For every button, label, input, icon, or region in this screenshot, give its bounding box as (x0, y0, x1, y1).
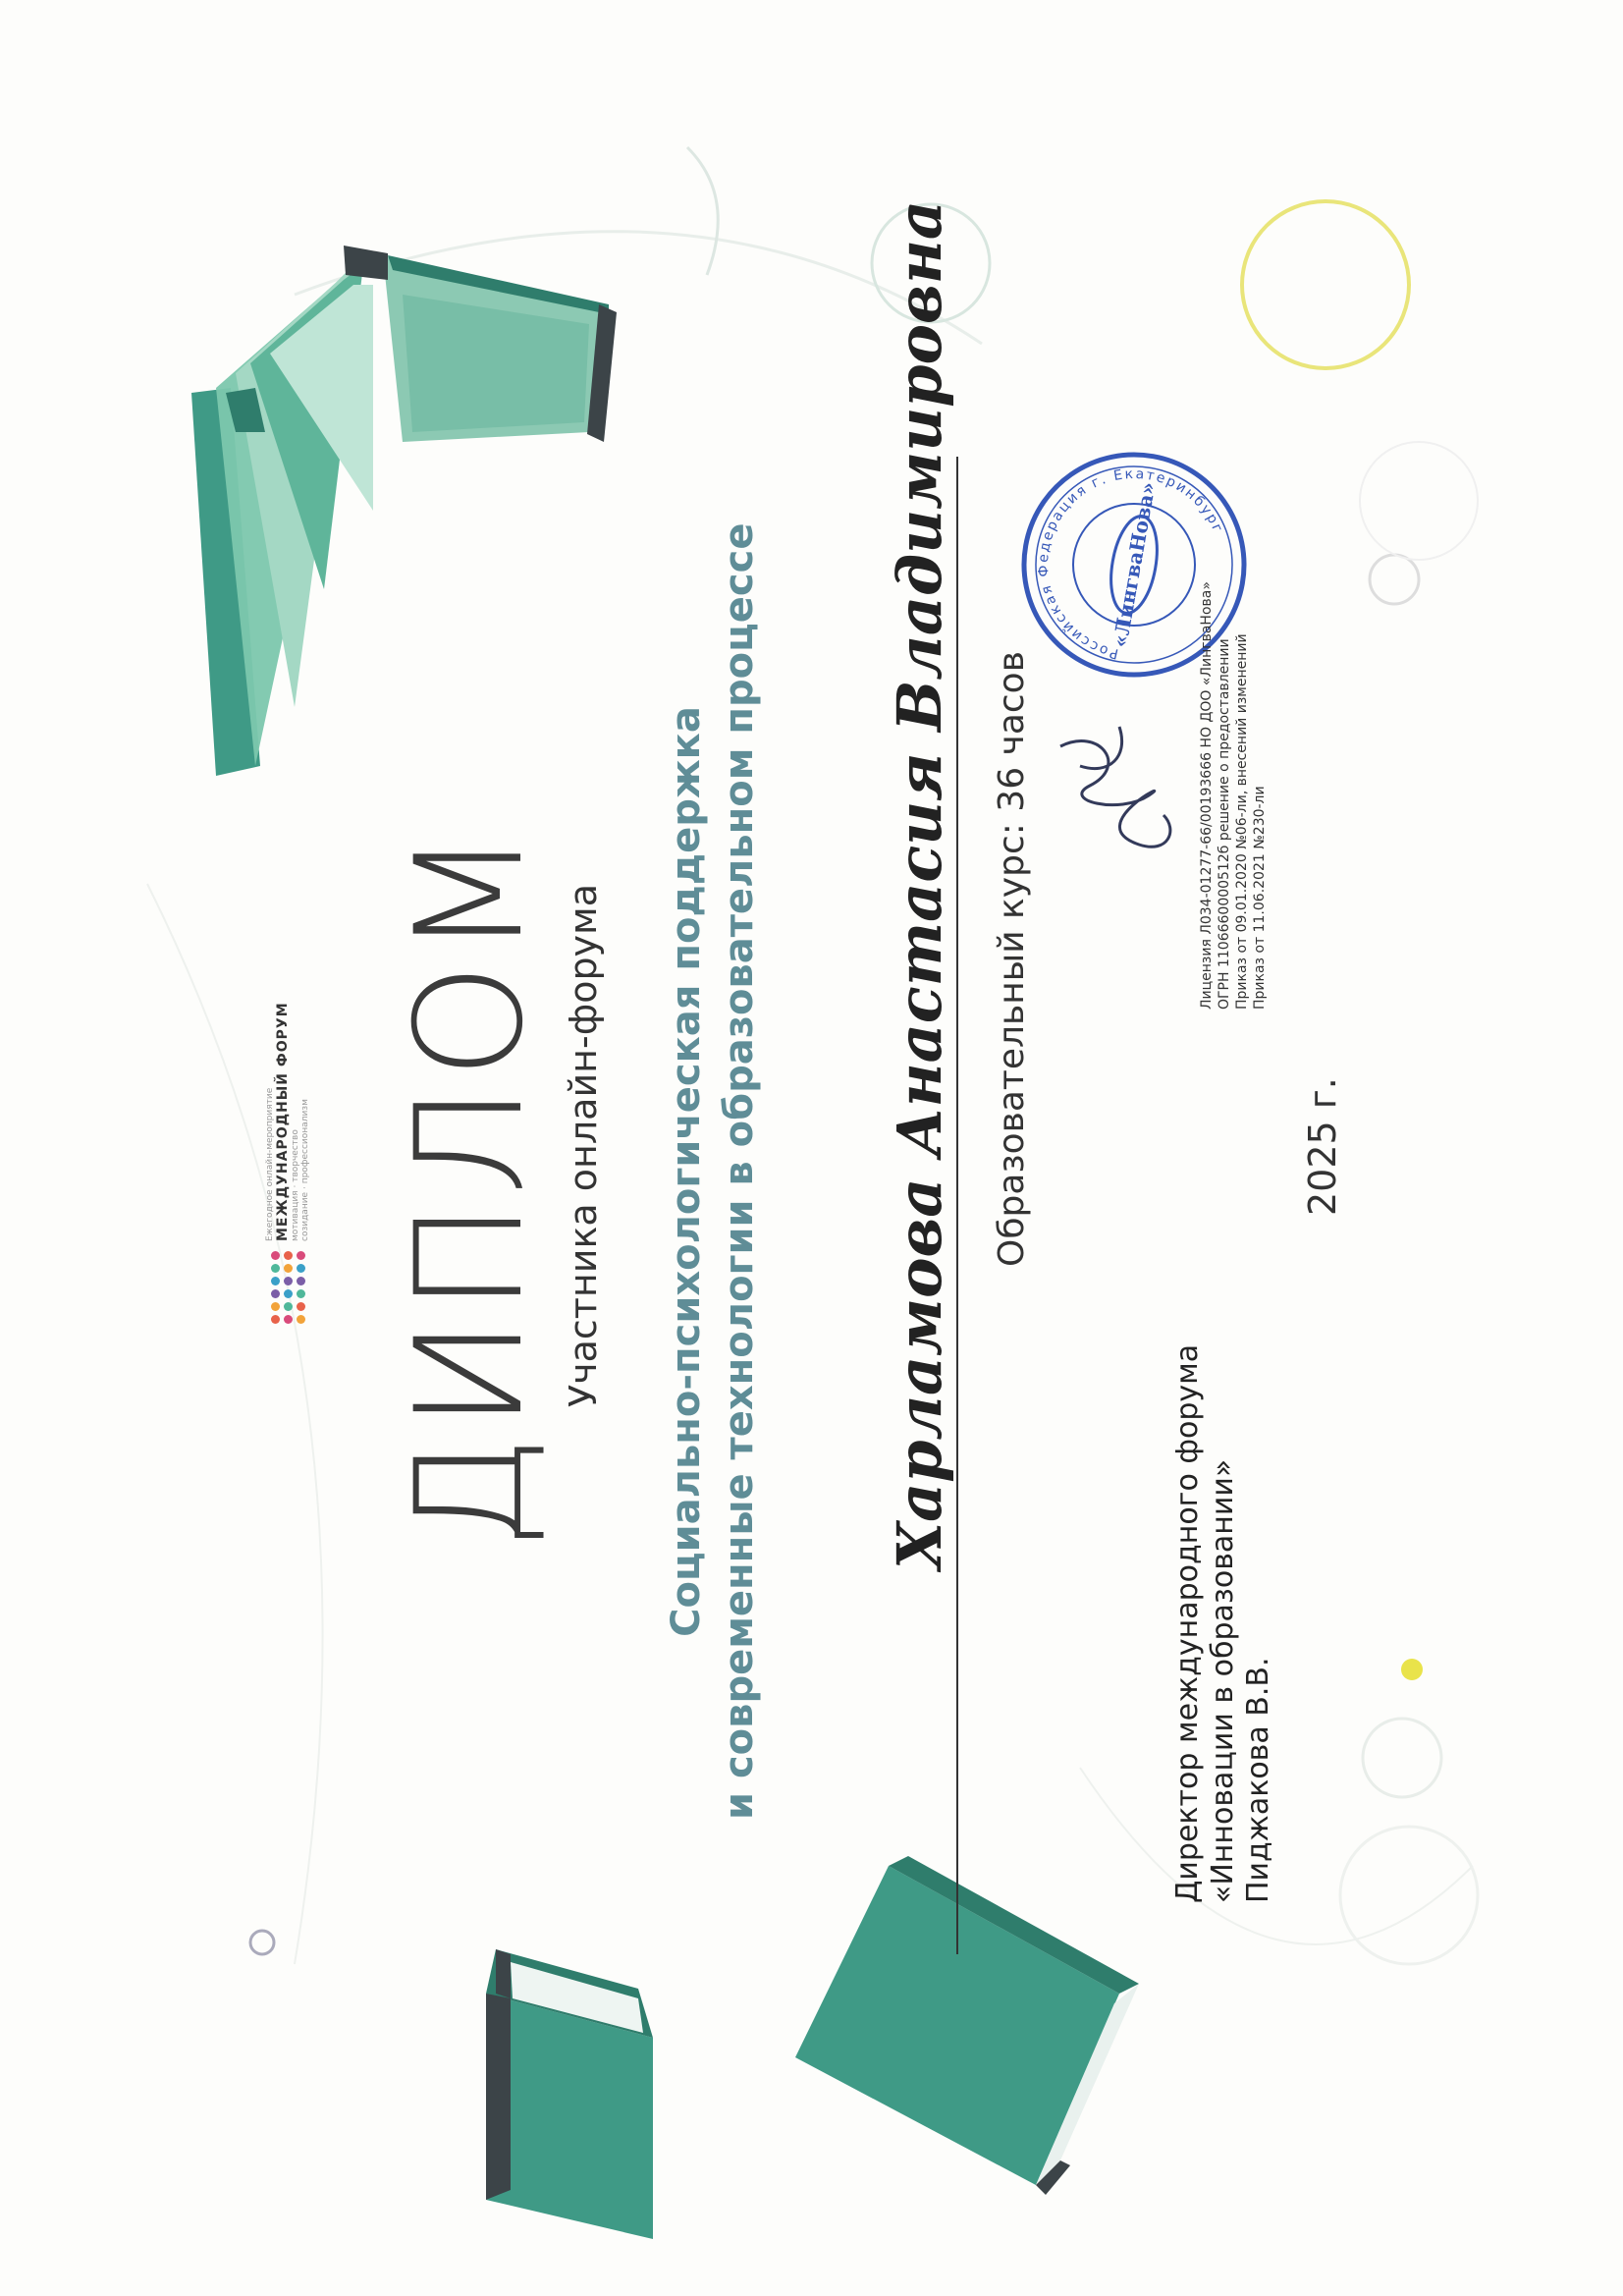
course-hours: Образовательный курс: 36 часов (992, 651, 1032, 1267)
director-name: Пиджакова В.В. (1241, 1657, 1275, 1903)
director-signature-block (1170, 1344, 1276, 1903)
diploma-year: 2025 г. (1301, 1077, 1344, 1216)
license-info: Лицензия Л034-01277-66/00193666 НО ДОО «ЛингваНова» ОГРН 1106660000512б решение о предоставлении Приказ от 09.01.2020 №06-ли, внесений изменений Приказ от 11.06.2021 №230-ли (1199, 581, 1268, 1010)
diploma-title: ДИПЛОМ (385, 824, 556, 1550)
course-title: Социально-психологическая поддержка и современные технологии в образовательном процессе (664, 522, 762, 1820)
forum-logo: Ежегодное онлайн-мероприятие МЕЖДУНАРОДНЫЙ ФОРУМ мотивация · творчество созидание · профессионализм (265, 1002, 310, 1324)
svg-text:«ЛингваНова»: «ЛингваНова» (1108, 480, 1161, 649)
svg-text:Российская Федерация г. Екатер: Российская Федерация г. Екатеринбург (1035, 465, 1226, 662)
director-title: Директор международного форума (1170, 1343, 1205, 1903)
forum-name: «Инновации в образовании» (1206, 1458, 1240, 1903)
recipient-name: Харламова Анастасия Владимировна (884, 199, 955, 1569)
logo-dots-icon (271, 1251, 305, 1324)
logo-name: МЕЖДУНАРОДНЫЙ ФОРУМ (275, 1002, 291, 1241)
diploma-subtitle: Участника онлайн-форума (562, 883, 605, 1407)
